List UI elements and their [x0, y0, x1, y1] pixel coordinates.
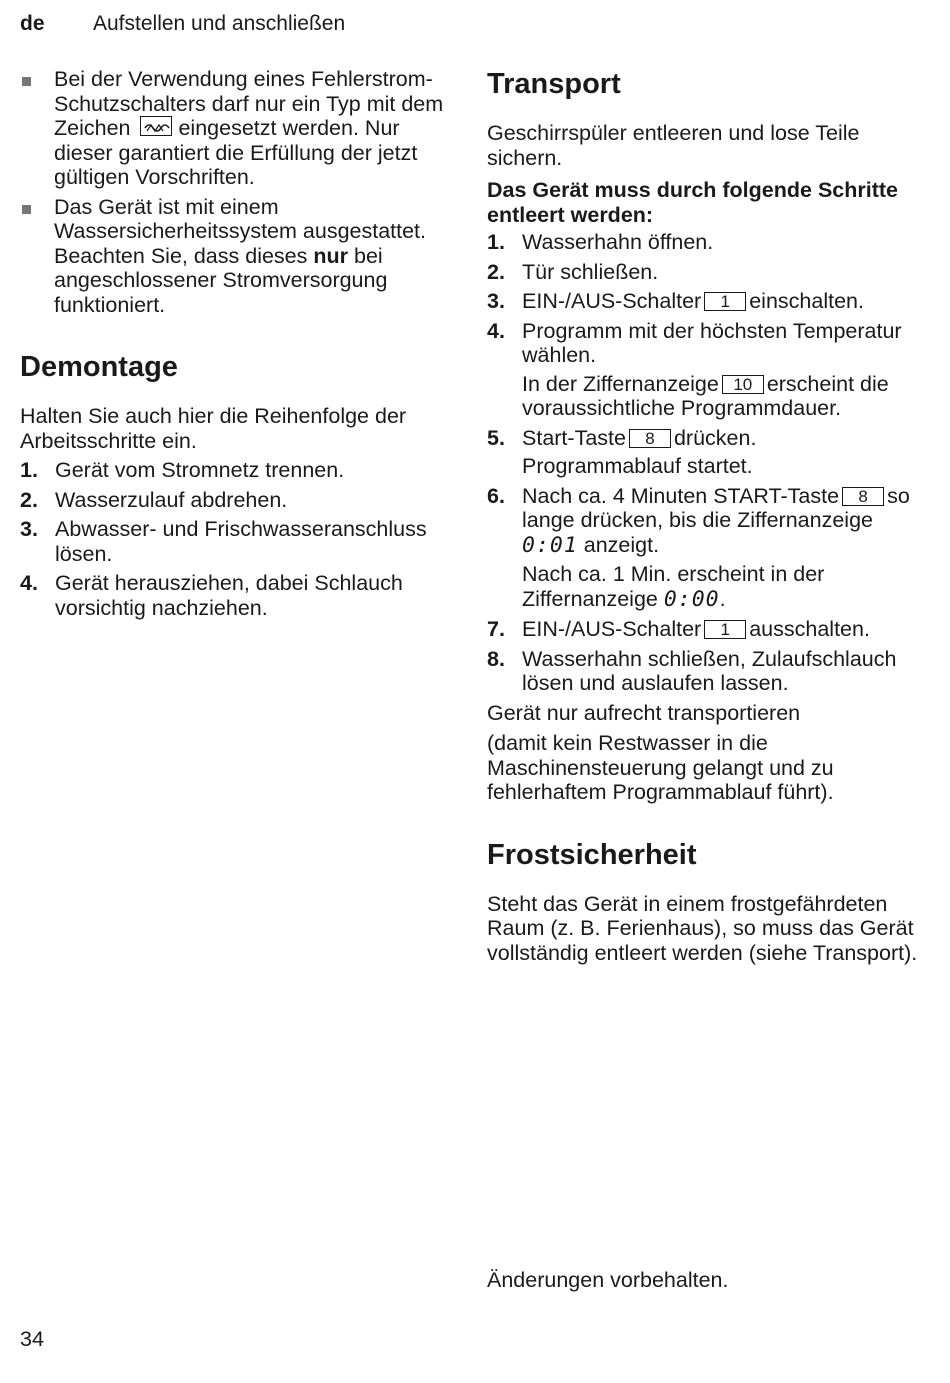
step-text: Gerät vom Stromnetz trennen. [55, 458, 345, 482]
list-item [487, 426, 927, 479]
demontage-heading: Demontage [20, 351, 178, 383]
list-item [487, 260, 927, 285]
left-column [20, 67, 460, 625]
step-text: Programm mit der höchsten Temperatur wählen. [522, 318, 902, 367]
step-text: EIN-/AUS-Schalter [522, 617, 702, 641]
list-item [487, 647, 927, 696]
segment-display-value: 0:00 [663, 586, 720, 612]
demontage-intro: Halten Sie auch hier die Reihenfolge der Arbeitsschritte ein. [20, 404, 407, 453]
step-text: Abwasser- und Frischwasseranschluss lösen. [55, 517, 427, 566]
language-code: de [20, 12, 45, 35]
step-note [522, 372, 927, 421]
step-number: 1. [487, 230, 505, 254]
step-text: erscheint die voraussichtliche Programmdauer. [522, 371, 889, 420]
rcd-type-symbol-icon [140, 116, 172, 136]
bullet-square-icon [22, 205, 31, 214]
frost-heading: Frostsicherheit [487, 838, 697, 871]
step-number: 5. [487, 425, 505, 450]
step-text: Wasserzulauf abdrehen. [55, 487, 288, 512]
segment-display-value: 0:01 [522, 532, 578, 558]
bullet-text: Bei der Verwendung eines Fehlerstrom-Schutzschalters darf nur ein Typ mit dem Zeichen [54, 67, 444, 140]
step-text: EIN-/AUS-Schalter [522, 289, 702, 313]
step-number: 7. [487, 617, 505, 641]
list-item [487, 484, 927, 613]
transport-steps [487, 230, 927, 696]
step-text: anzeigt. [583, 532, 660, 557]
step-number: 1. [20, 458, 38, 482]
transport-intro: Geschirrspüler entleeren und lose Teile sichern. [487, 121, 860, 170]
step-number: 6. [487, 483, 505, 508]
step-text: . [719, 586, 726, 611]
step-text: ausschalten. [749, 617, 870, 641]
step-text: einschalten. [749, 289, 864, 313]
transport-note-detail: (damit kein Restwasser in die Maschinensteuerung gelangt und zu fehlerhaftem Programmablauf führt). [487, 731, 834, 804]
step-text: Gerät herausziehen, dabei Schlauch vorsichtig nachziehen. [55, 571, 403, 620]
bullet-text: Das Gerät ist mit einem Wassersicherheitssystem ausgestattet. Beachten Sie, dass dieses [54, 194, 427, 268]
demontage-steps [20, 458, 460, 620]
step-note [522, 562, 927, 612]
list-item [20, 571, 460, 620]
step-number: 2. [487, 259, 505, 284]
step-number: 4. [487, 318, 505, 343]
transport-heading: Transport [487, 68, 621, 100]
display-key-label: 10 [722, 375, 764, 394]
changes-reserved-note: Änderungen vorbehalten. [487, 1268, 729, 1292]
on-off-switch-key-label: 1 [704, 620, 746, 639]
list-item [487, 289, 927, 314]
step-number: 3. [20, 517, 38, 541]
list-item [487, 230, 927, 255]
list-item [20, 67, 460, 190]
start-key-label: 8 [842, 487, 884, 506]
list-item [20, 195, 460, 318]
list-item [487, 617, 927, 642]
transport-subheading: Das Gerät muss durch folgende Schritte entleert werden: [487, 178, 898, 227]
step-text: Wasserhahn schließen, Zulaufschlauch lösen und auslaufen lassen. [522, 646, 897, 695]
step-text: Tür schließen. [522, 259, 659, 284]
step-text: Wasserhahn öffnen. [522, 230, 714, 254]
step-text: Nach ca. 1 Min. erscheint in der Ziffernanzeige [522, 562, 825, 611]
step-number: 4. [20, 571, 38, 595]
step-text: so lange drücken, bis die Ziffernanzeige [522, 483, 910, 532]
safety-bullet-list [20, 67, 460, 317]
on-off-switch-key-label: 1 [704, 292, 746, 311]
right-column [487, 67, 927, 965]
page-number: 34 [20, 1327, 44, 1351]
bullet-square-icon [22, 77, 31, 86]
list-item [20, 458, 460, 483]
frost-text: Steht das Gerät in einem frostgefährdeten Raum (z. B. Ferienhaus), so muss das Gerät vollständig entleert werden (siehe Transport). [487, 891, 918, 965]
list-item [487, 319, 927, 421]
list-item [20, 517, 460, 566]
step-number: 8. [487, 646, 505, 671]
step-number: 3. [487, 289, 505, 313]
step-number: 2. [20, 487, 38, 512]
bullet-text: bei angeschlossener Stromversorgung funktioniert. [54, 243, 388, 317]
emphasis-text: nur [313, 243, 349, 268]
bullet-text: eingesetzt werden. Nur dieser garantiert die Erfüllung der jetzt gültigen Vorschriften. [54, 116, 418, 189]
step-text: Start-Taste [522, 425, 626, 450]
start-key-label: 8 [629, 429, 671, 448]
step-note: Programmablauf startet. [522, 454, 753, 478]
step-text: In der Ziffernanzeige [522, 371, 719, 396]
transport-note: Gerät nur aufrecht transportieren [487, 700, 801, 725]
page-header [20, 12, 345, 37]
step-text: drücken. [673, 425, 757, 450]
section-title: Aufstellen und anschließen [93, 12, 346, 35]
step-text: Nach ca. 4 Minuten START-Taste [522, 483, 840, 508]
list-item [20, 488, 460, 513]
